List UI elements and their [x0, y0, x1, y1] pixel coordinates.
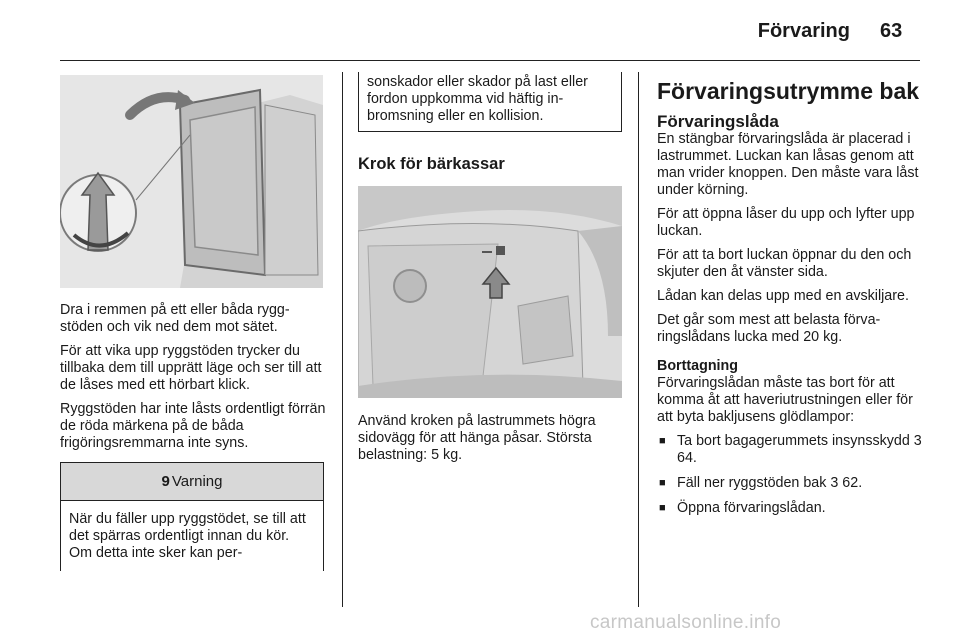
- column-divider-left: [342, 72, 343, 607]
- paragraph: Använd kroken på lastrummets högra sidovägg för att hänga påsar. Största belastning: 5 kg.: [358, 413, 596, 463]
- bullet-list: [657, 433, 923, 517]
- section-heading: Krok för bärkassar: [358, 155, 505, 173]
- paragraph: Ryggstöden har inte låsts ordentligt förrän de röda märkena på de båda frigöringsremmarna inte syns.: [60, 401, 326, 451]
- paragraph: Förvaringslådan måste tas bort för att komma åt att haveriutrustningen eller för att byta bakljusens glödlampor:: [657, 375, 913, 425]
- left-text: [60, 302, 326, 459]
- list-item: ■ Öppna förvaringslådan.: [657, 500, 923, 517]
- minor-heading: Borttagning: [657, 358, 738, 374]
- warning-icon: 9: [161, 473, 170, 490]
- list-item: ■ Ta bort bagagerummets insynsskydd 3 64.: [657, 433, 923, 467]
- paragraph: En stängbar förvaringslåda är placerad i lastrummet. Luckan kan låsas genom att man vrider knoppen. Den måste vara låst under körning.: [657, 131, 919, 198]
- page-number: 63: [880, 20, 903, 42]
- paragraph: För att öppna låser du upp och lyfter upp luckan.: [657, 206, 915, 239]
- page-title: Förvaring: [757, 20, 850, 42]
- warning-header: [61, 463, 323, 501]
- paragraph: Det går som mest att belasta förvaringslådans lucka med 20 kg.: [657, 312, 881, 345]
- column-divider-right: [638, 72, 639, 607]
- subsection-heading: Förvaringslåda: [657, 112, 779, 131]
- right-text: [657, 78, 923, 525]
- middle-text: [358, 413, 626, 471]
- seatback-fold-illustration: [60, 75, 323, 288]
- paragraph: För att ta bort luckan öppnar du den och skjuter den åt vänster sida.: [657, 247, 912, 280]
- paragraph: För att vika upp ryggstöden trycker du tillbaka dem till upprätt läge och ser till att de låses med ett hörbart klick.: [60, 343, 322, 393]
- warning-box: [60, 462, 324, 571]
- paragraph: Lådan kan delas upp med en avskiljare.: [657, 288, 909, 304]
- warning-body: När du fäller upp ryggstödet, se till att det spärras ordentligt innan du kör. Om detta inte sker kan per-: [69, 511, 306, 561]
- paragraph: Dra i remmen på ett eller båda ryggstöden och vik ned dem mot sätet.: [60, 302, 290, 335]
- warning-title: Varning: [171, 473, 223, 490]
- section-heading: Förvaringsutrymme bak: [657, 78, 920, 104]
- watermark: carmanualsonline.info: [590, 612, 782, 633]
- warning-continued: sonskador eller skador på last eller fordon uppkomma vid häftig inbromsning eller en kollision.: [358, 72, 622, 132]
- header-rule: [60, 60, 920, 61]
- list-item: ■ Fäll ner ryggstöden bak 3 62.: [657, 475, 923, 492]
- bag-hook-illustration: [358, 186, 622, 398]
